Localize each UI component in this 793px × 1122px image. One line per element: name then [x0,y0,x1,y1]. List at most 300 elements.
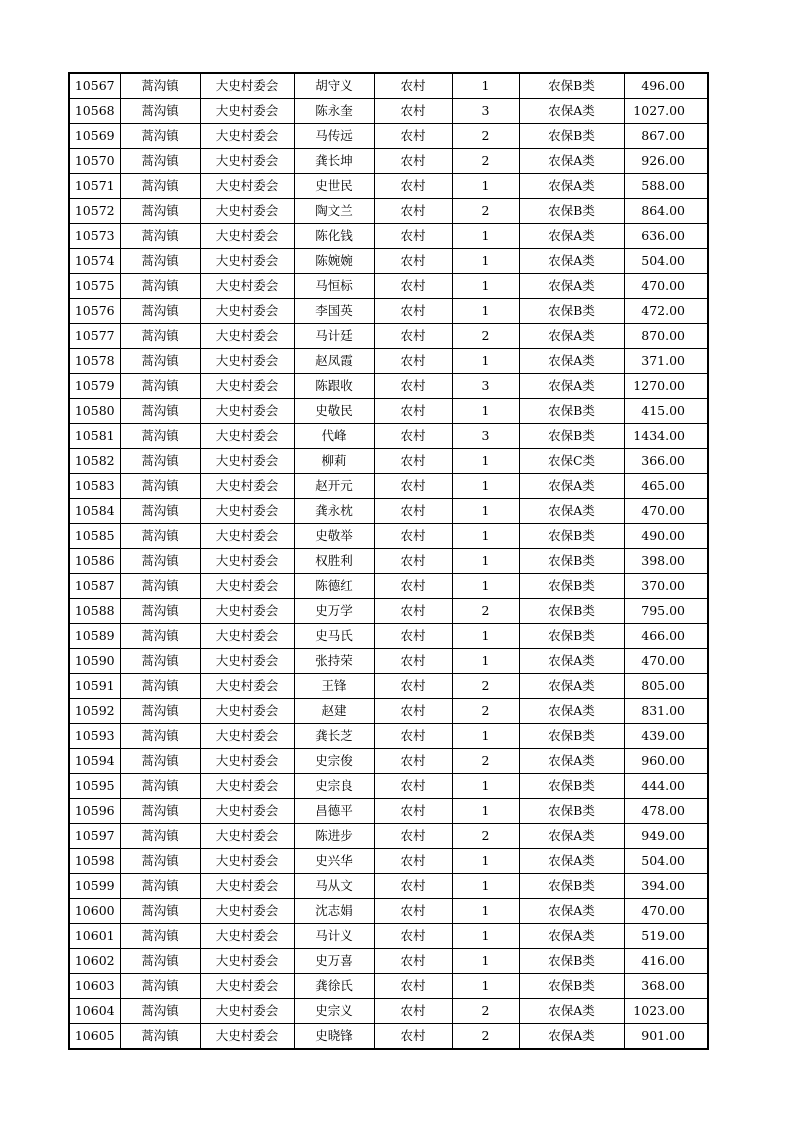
village-committee-cell: 大史村委会 [200,274,294,299]
area-type-cell: 农村 [374,424,452,449]
amount-cell: 466.00 [624,624,708,649]
town-cell: 蒿沟镇 [120,849,200,874]
table-row [69,574,708,599]
insurance-class-cell: 农保A类 [519,649,624,674]
village-committee-cell: 大史村委会 [200,474,294,499]
village-committee-cell: 大史村委会 [200,774,294,799]
person-name-cell: 权胜利 [294,549,374,574]
table-row [69,974,708,999]
person-name-cell: 史万学 [294,599,374,624]
household-count-cell: 3 [452,374,519,399]
table-row [69,549,708,574]
record-id-cell: 10571 [69,174,120,199]
household-count-cell: 1 [452,449,519,474]
insurance-class-cell: 农保A类 [519,499,624,524]
table-row [69,474,708,499]
amount-cell: 805.00 [624,674,708,699]
town-cell: 蒿沟镇 [120,524,200,549]
village-committee-cell: 大史村委会 [200,149,294,174]
insurance-class-cell: 农保A类 [519,899,624,924]
person-name-cell: 王锋 [294,674,374,699]
household-count-cell: 2 [452,824,519,849]
area-type-cell: 农村 [374,724,452,749]
household-count-cell: 1 [452,799,519,824]
table-row [69,749,708,774]
record-id-cell: 10574 [69,249,120,274]
household-count-cell: 1 [452,849,519,874]
village-committee-cell: 大史村委会 [200,399,294,424]
household-count-cell: 2 [452,124,519,149]
area-type-cell: 农村 [374,149,452,174]
town-cell: 蒿沟镇 [120,299,200,324]
village-committee-cell: 大史村委会 [200,949,294,974]
record-id-cell: 10581 [69,424,120,449]
village-committee-cell: 大史村委会 [200,924,294,949]
town-cell: 蒿沟镇 [120,149,200,174]
area-type-cell: 农村 [374,99,452,124]
household-count-cell: 1 [452,574,519,599]
amount-cell: 394.00 [624,874,708,899]
area-type-cell: 农村 [374,524,452,549]
person-name-cell: 赵开元 [294,474,374,499]
household-count-cell: 1 [452,974,519,999]
village-committee-cell: 大史村委会 [200,974,294,999]
village-committee-cell: 大史村委会 [200,599,294,624]
amount-cell: 864.00 [624,199,708,224]
table-row [69,674,708,699]
table-row [69,899,708,924]
insurance-class-cell: 农保A类 [519,274,624,299]
area-type-cell: 农村 [374,374,452,399]
household-count-cell: 1 [452,299,519,324]
town-cell: 蒿沟镇 [120,974,200,999]
area-type-cell: 农村 [374,124,452,149]
insurance-class-cell: 农保B类 [519,399,624,424]
table-row [69,999,708,1024]
person-name-cell: 马从文 [294,874,374,899]
person-name-cell: 陶文兰 [294,199,374,224]
household-count-cell: 1 [452,249,519,274]
village-committee-cell: 大史村委会 [200,674,294,699]
records-table-body [69,73,708,1049]
insurance-class-cell: 农保A类 [519,149,624,174]
amount-cell: 926.00 [624,149,708,174]
town-cell: 蒿沟镇 [120,224,200,249]
person-name-cell: 陈跟收 [294,374,374,399]
household-count-cell: 2 [452,699,519,724]
village-committee-cell: 大史村委会 [200,499,294,524]
household-count-cell: 1 [452,624,519,649]
person-name-cell: 代峰 [294,424,374,449]
area-type-cell: 农村 [374,1024,452,1050]
insurance-class-cell: 农保A类 [519,824,624,849]
village-committee-cell: 大史村委会 [200,424,294,449]
town-cell: 蒿沟镇 [120,999,200,1024]
insurance-class-cell: 农保C类 [519,449,624,474]
village-committee-cell: 大史村委会 [200,324,294,349]
table-row [69,774,708,799]
person-name-cell: 史敬举 [294,524,374,549]
amount-cell: 831.00 [624,699,708,724]
table-row [69,73,708,99]
village-committee-cell: 大史村委会 [200,849,294,874]
record-id-cell: 10604 [69,999,120,1024]
record-id-cell: 10576 [69,299,120,324]
record-id-cell: 10575 [69,274,120,299]
town-cell: 蒿沟镇 [120,599,200,624]
village-committee-cell: 大史村委会 [200,749,294,774]
town-cell: 蒿沟镇 [120,799,200,824]
record-id-cell: 10605 [69,1024,120,1050]
household-count-cell: 1 [452,474,519,499]
person-name-cell: 马恒标 [294,274,374,299]
person-name-cell: 龚永枕 [294,499,374,524]
amount-cell: 490.00 [624,524,708,549]
town-cell: 蒿沟镇 [120,324,200,349]
household-count-cell: 1 [452,524,519,549]
household-count-cell: 3 [452,424,519,449]
town-cell: 蒿沟镇 [120,174,200,199]
record-id-cell: 10580 [69,399,120,424]
person-name-cell: 赵凤霞 [294,349,374,374]
record-id-cell: 10586 [69,549,120,574]
insurance-class-cell: 农保A类 [519,174,624,199]
table-row [69,299,708,324]
amount-cell: 504.00 [624,849,708,874]
village-committee-cell: 大史村委会 [200,99,294,124]
table-row [69,874,708,899]
amount-cell: 439.00 [624,724,708,749]
amount-cell: 1434.00 [624,424,708,449]
village-committee-cell: 大史村委会 [200,174,294,199]
amount-cell: 1270.00 [624,374,708,399]
insurance-class-cell: 农保B类 [519,549,624,574]
amount-cell: 949.00 [624,824,708,849]
table-row [69,449,708,474]
area-type-cell: 农村 [374,974,452,999]
household-count-cell: 1 [452,724,519,749]
insurance-class-cell: 农保B类 [519,624,624,649]
household-count-cell: 1 [452,399,519,424]
household-count-cell: 2 [452,599,519,624]
area-type-cell: 农村 [374,299,452,324]
area-type-cell: 农村 [374,899,452,924]
household-count-cell: 1 [452,899,519,924]
area-type-cell: 农村 [374,499,452,524]
insurance-class-cell: 农保B类 [519,949,624,974]
amount-cell: 519.00 [624,924,708,949]
record-id-cell: 10572 [69,199,120,224]
record-id-cell: 10593 [69,724,120,749]
area-type-cell: 农村 [374,649,452,674]
village-committee-cell: 大史村委会 [200,73,294,99]
amount-cell: 901.00 [624,1024,708,1050]
town-cell: 蒿沟镇 [120,424,200,449]
amount-cell: 370.00 [624,574,708,599]
table-row [69,1024,708,1050]
record-id-cell: 10573 [69,224,120,249]
town-cell: 蒿沟镇 [120,274,200,299]
amount-cell: 470.00 [624,899,708,924]
person-name-cell: 史宗义 [294,999,374,1024]
table-row [69,224,708,249]
record-id-cell: 10601 [69,924,120,949]
person-name-cell: 柳莉 [294,449,374,474]
area-type-cell: 农村 [374,249,452,274]
town-cell: 蒿沟镇 [120,449,200,474]
household-count-cell: 2 [452,749,519,774]
table-row [69,249,708,274]
person-name-cell: 史马氏 [294,624,374,649]
record-id-cell: 10579 [69,374,120,399]
person-name-cell: 昌德平 [294,799,374,824]
record-id-cell: 10599 [69,874,120,899]
area-type-cell: 农村 [374,999,452,1024]
village-committee-cell: 大史村委会 [200,1024,294,1050]
area-type-cell: 农村 [374,399,452,424]
record-id-cell: 10592 [69,699,120,724]
record-id-cell: 10589 [69,624,120,649]
table-row [69,99,708,124]
person-name-cell: 马计廷 [294,324,374,349]
amount-cell: 1023.00 [624,999,708,1024]
town-cell: 蒿沟镇 [120,549,200,574]
person-name-cell: 龚长芝 [294,724,374,749]
village-committee-cell: 大史村委会 [200,824,294,849]
town-cell: 蒿沟镇 [120,374,200,399]
amount-cell: 415.00 [624,399,708,424]
town-cell: 蒿沟镇 [120,73,200,99]
person-name-cell: 胡守义 [294,73,374,99]
record-id-cell: 10578 [69,349,120,374]
table-row [69,349,708,374]
record-id-cell: 10570 [69,149,120,174]
area-type-cell: 农村 [374,549,452,574]
person-name-cell: 史万喜 [294,949,374,974]
amount-cell: 795.00 [624,599,708,624]
record-id-cell: 10596 [69,799,120,824]
town-cell: 蒿沟镇 [120,924,200,949]
household-count-cell: 2 [452,324,519,349]
area-type-cell: 农村 [374,699,452,724]
household-count-cell: 1 [452,274,519,299]
amount-cell: 398.00 [624,549,708,574]
household-count-cell: 1 [452,549,519,574]
person-name-cell: 马计义 [294,924,374,949]
household-count-cell: 1 [452,349,519,374]
area-type-cell: 农村 [374,224,452,249]
amount-cell: 470.00 [624,274,708,299]
record-id-cell: 10590 [69,649,120,674]
table-row [69,699,708,724]
household-count-cell: 2 [452,674,519,699]
village-committee-cell: 大史村委会 [200,124,294,149]
record-id-cell: 10600 [69,899,120,924]
town-cell: 蒿沟镇 [120,1024,200,1050]
record-id-cell: 10594 [69,749,120,774]
town-cell: 蒿沟镇 [120,699,200,724]
town-cell: 蒿沟镇 [120,574,200,599]
household-count-cell: 2 [452,1024,519,1050]
table-row [69,524,708,549]
record-id-cell: 10595 [69,774,120,799]
table-row [69,124,708,149]
town-cell: 蒿沟镇 [120,124,200,149]
area-type-cell: 农村 [374,574,452,599]
area-type-cell: 农村 [374,174,452,199]
household-count-cell: 1 [452,73,519,99]
amount-cell: 588.00 [624,174,708,199]
household-count-cell: 1 [452,499,519,524]
town-cell: 蒿沟镇 [120,249,200,274]
insurance-class-cell: 农保B类 [519,799,624,824]
table-row [69,499,708,524]
insurance-class-cell: 农保B类 [519,73,624,99]
person-name-cell: 陈婉婉 [294,249,374,274]
record-id-cell: 10583 [69,474,120,499]
area-type-cell: 农村 [374,474,452,499]
record-id-cell: 10588 [69,599,120,624]
village-committee-cell: 大史村委会 [200,699,294,724]
area-type-cell: 农村 [374,874,452,899]
amount-cell: 470.00 [624,649,708,674]
area-type-cell: 农村 [374,949,452,974]
village-committee-cell: 大史村委会 [200,724,294,749]
town-cell: 蒿沟镇 [120,724,200,749]
record-id-cell: 10582 [69,449,120,474]
town-cell: 蒿沟镇 [120,349,200,374]
record-id-cell: 10568 [69,99,120,124]
person-name-cell: 李国英 [294,299,374,324]
household-count-cell: 1 [452,649,519,674]
town-cell: 蒿沟镇 [120,399,200,424]
amount-cell: 636.00 [624,224,708,249]
insurance-class-cell: 农保A类 [519,674,624,699]
village-committee-cell: 大史村委会 [200,799,294,824]
person-name-cell: 陈化钱 [294,224,374,249]
amount-cell: 504.00 [624,249,708,274]
area-type-cell: 农村 [374,674,452,699]
record-id-cell: 10591 [69,674,120,699]
insurance-class-cell: 农保A类 [519,249,624,274]
record-id-cell: 10577 [69,324,120,349]
record-id-cell: 10584 [69,499,120,524]
record-id-cell: 10603 [69,974,120,999]
person-name-cell: 陈德红 [294,574,374,599]
insurance-class-cell: 农保A类 [519,849,624,874]
village-committee-cell: 大史村委会 [200,249,294,274]
household-count-cell: 1 [452,774,519,799]
person-name-cell: 赵建 [294,699,374,724]
town-cell: 蒿沟镇 [120,649,200,674]
amount-cell: 472.00 [624,299,708,324]
insurance-class-cell: 农保A类 [519,1024,624,1050]
insurance-class-cell: 农保B类 [519,874,624,899]
insurance-class-cell: 农保B类 [519,199,624,224]
insurance-class-cell: 农保B类 [519,574,624,599]
town-cell: 蒿沟镇 [120,774,200,799]
household-count-cell: 1 [452,224,519,249]
amount-cell: 496.00 [624,73,708,99]
town-cell: 蒿沟镇 [120,499,200,524]
table-row [69,274,708,299]
table-row [69,624,708,649]
town-cell: 蒿沟镇 [120,99,200,124]
amount-cell: 867.00 [624,124,708,149]
record-id-cell: 10597 [69,824,120,849]
household-count-cell: 1 [452,874,519,899]
area-type-cell: 农村 [374,774,452,799]
area-type-cell: 农村 [374,749,452,774]
person-name-cell: 龚徐氏 [294,974,374,999]
insurance-class-cell: 农保A类 [519,374,624,399]
village-committee-cell: 大史村委会 [200,374,294,399]
household-count-cell: 1 [452,924,519,949]
area-type-cell: 农村 [374,599,452,624]
insurance-class-cell: 农保B类 [519,524,624,549]
amount-cell: 960.00 [624,749,708,774]
area-type-cell: 农村 [374,924,452,949]
area-type-cell: 农村 [374,799,452,824]
person-name-cell: 史兴华 [294,849,374,874]
table-row [69,949,708,974]
insurance-class-cell: 农保A类 [519,224,624,249]
village-committee-cell: 大史村委会 [200,874,294,899]
amount-cell: 416.00 [624,949,708,974]
village-committee-cell: 大史村委会 [200,449,294,474]
table-row [69,824,708,849]
insurance-class-cell: 农保B类 [519,424,624,449]
table-row [69,149,708,174]
village-committee-cell: 大史村委会 [200,649,294,674]
amount-cell: 870.00 [624,324,708,349]
village-committee-cell: 大史村委会 [200,549,294,574]
village-committee-cell: 大史村委会 [200,899,294,924]
person-name-cell: 陈进步 [294,824,374,849]
insurance-class-cell: 农保A类 [519,999,624,1024]
insurance-class-cell: 农保B类 [519,124,624,149]
record-id-cell: 10587 [69,574,120,599]
person-name-cell: 马传远 [294,124,374,149]
person-name-cell: 史宗良 [294,774,374,799]
record-id-cell: 10585 [69,524,120,549]
insurance-class-cell: 农保A类 [519,699,624,724]
amount-cell: 368.00 [624,974,708,999]
town-cell: 蒿沟镇 [120,949,200,974]
village-committee-cell: 大史村委会 [200,999,294,1024]
village-committee-cell: 大史村委会 [200,224,294,249]
household-count-cell: 2 [452,999,519,1024]
household-count-cell: 1 [452,949,519,974]
person-name-cell: 史宗俊 [294,749,374,774]
town-cell: 蒿沟镇 [120,624,200,649]
household-count-cell: 3 [452,99,519,124]
town-cell: 蒿沟镇 [120,824,200,849]
person-name-cell: 史晓锋 [294,1024,374,1050]
person-name-cell: 沈志娟 [294,899,374,924]
person-name-cell: 张持荣 [294,649,374,674]
insurance-class-cell: 农保A类 [519,324,624,349]
insurance-class-cell: 农保A类 [519,99,624,124]
insurance-class-cell: 农保B类 [519,299,624,324]
record-id-cell: 10598 [69,849,120,874]
area-type-cell: 农村 [374,624,452,649]
table-row [69,924,708,949]
town-cell: 蒿沟镇 [120,874,200,899]
table-row [69,649,708,674]
village-committee-cell: 大史村委会 [200,199,294,224]
area-type-cell: 农村 [374,849,452,874]
